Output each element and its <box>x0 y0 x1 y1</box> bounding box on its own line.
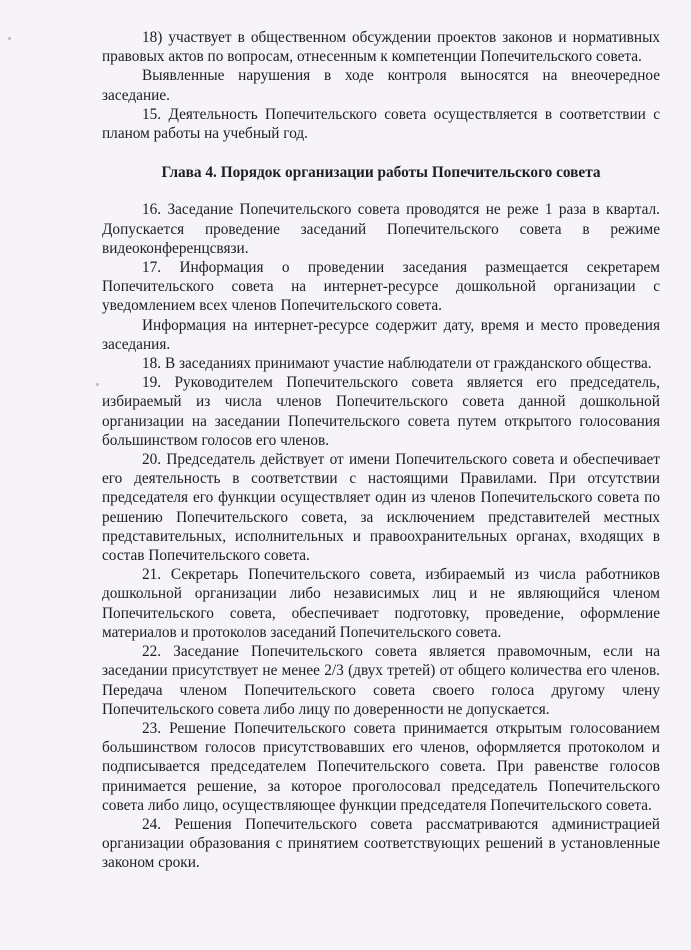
paragraph: 17. Информация о проведении заседания размещается секретарем Попечительского совета на интернет-ресурсе дошкольной организации с уведомлением всех членов Попечительского совета. <box>102 259 660 315</box>
paragraph: 19. Руководителем Попечительского совета является его председатель, избираемый из числа членов Попечительского совета данной дошкольной организации на заседании Попечительского совета путем открытого голосования большинством голосов его членов. <box>102 374 660 449</box>
paragraph: 16. Заседание Попечительского совета проводятся не реже 1 раза в квартал. Допускается проведение заседаний Попечительского совета в режиме видеоконференцсвязи. <box>102 201 660 257</box>
scan-speck <box>8 37 11 40</box>
chapter-heading: Глава 4. Порядок организации работы Попечительского совета <box>161 164 601 182</box>
paragraph: 20. Председатель действует от имени Попечительского совета и обеспечивает его деятельность в соответствии с настоящими Правилами. При отсутствии председателя его функции осуществляет один из членов Попечительского совета по решению Попечительского совета, за исключением представителей местных представительных, исполнительных и правоохранительных органах, входящих в состав Попечительского совета. <box>102 451 660 565</box>
paragraph: Информация на интернет-ресурсе содержит дату, время и место проведения заседания. <box>102 316 660 353</box>
paragraph: 18) участвует в общественном обсуждении проектов законов и нормативных правовых актов по вопросам, отнесенным к компетенции Попечительского совета. <box>102 29 660 66</box>
document-body <box>102 28 660 873</box>
paragraph: 22. Заседание Попечительского совета является правомочным, если на заседании присутствует не менее 2/3 (двух третей) от общего количества его членов. Передача членом Попечительского совета своего голоса другому члену Попечительского совета либо лицу по доверенности не допускается. <box>102 643 660 718</box>
paragraph: 21. Секретарь Попечительского совета, избираемый из числа работников дошкольной организации либо независимых лиц и не являющийся членом Попечительского совета, обеспечивает подготовку, проведение, оформление материалов и протоколов заседаний Попечительского совета. <box>102 566 660 641</box>
paragraph: Выявленные нарушения в ходе контроля выносятся на внеочередное заседание. <box>102 67 660 104</box>
paragraph: 24. Решения Попечительского совета рассматриваются администрацией организации образования с принятием соответствующих решений в установленные законом сроки. <box>102 815 660 872</box>
paragraph: 18. В заседаниях принимают участие наблюдатели от гражданского общества. <box>142 355 652 373</box>
paragraph: 23. Решение Попечительского совета принимается открытым голосованием большинством голосов присутствовавших его членов, оформляется протоколом и подписывается председателем Попечительского совета. При равенстве голосов принимается решение, за которое проголосовал председатель Попечительского совета либо лицо, осуществляющее функции председателя Попечительского совета. <box>102 719 660 814</box>
paragraph: 15. Деятельность Попечительского совета осуществляется в соответствии с планом работы на учебный год. <box>102 105 660 143</box>
scan-speck <box>96 383 99 386</box>
